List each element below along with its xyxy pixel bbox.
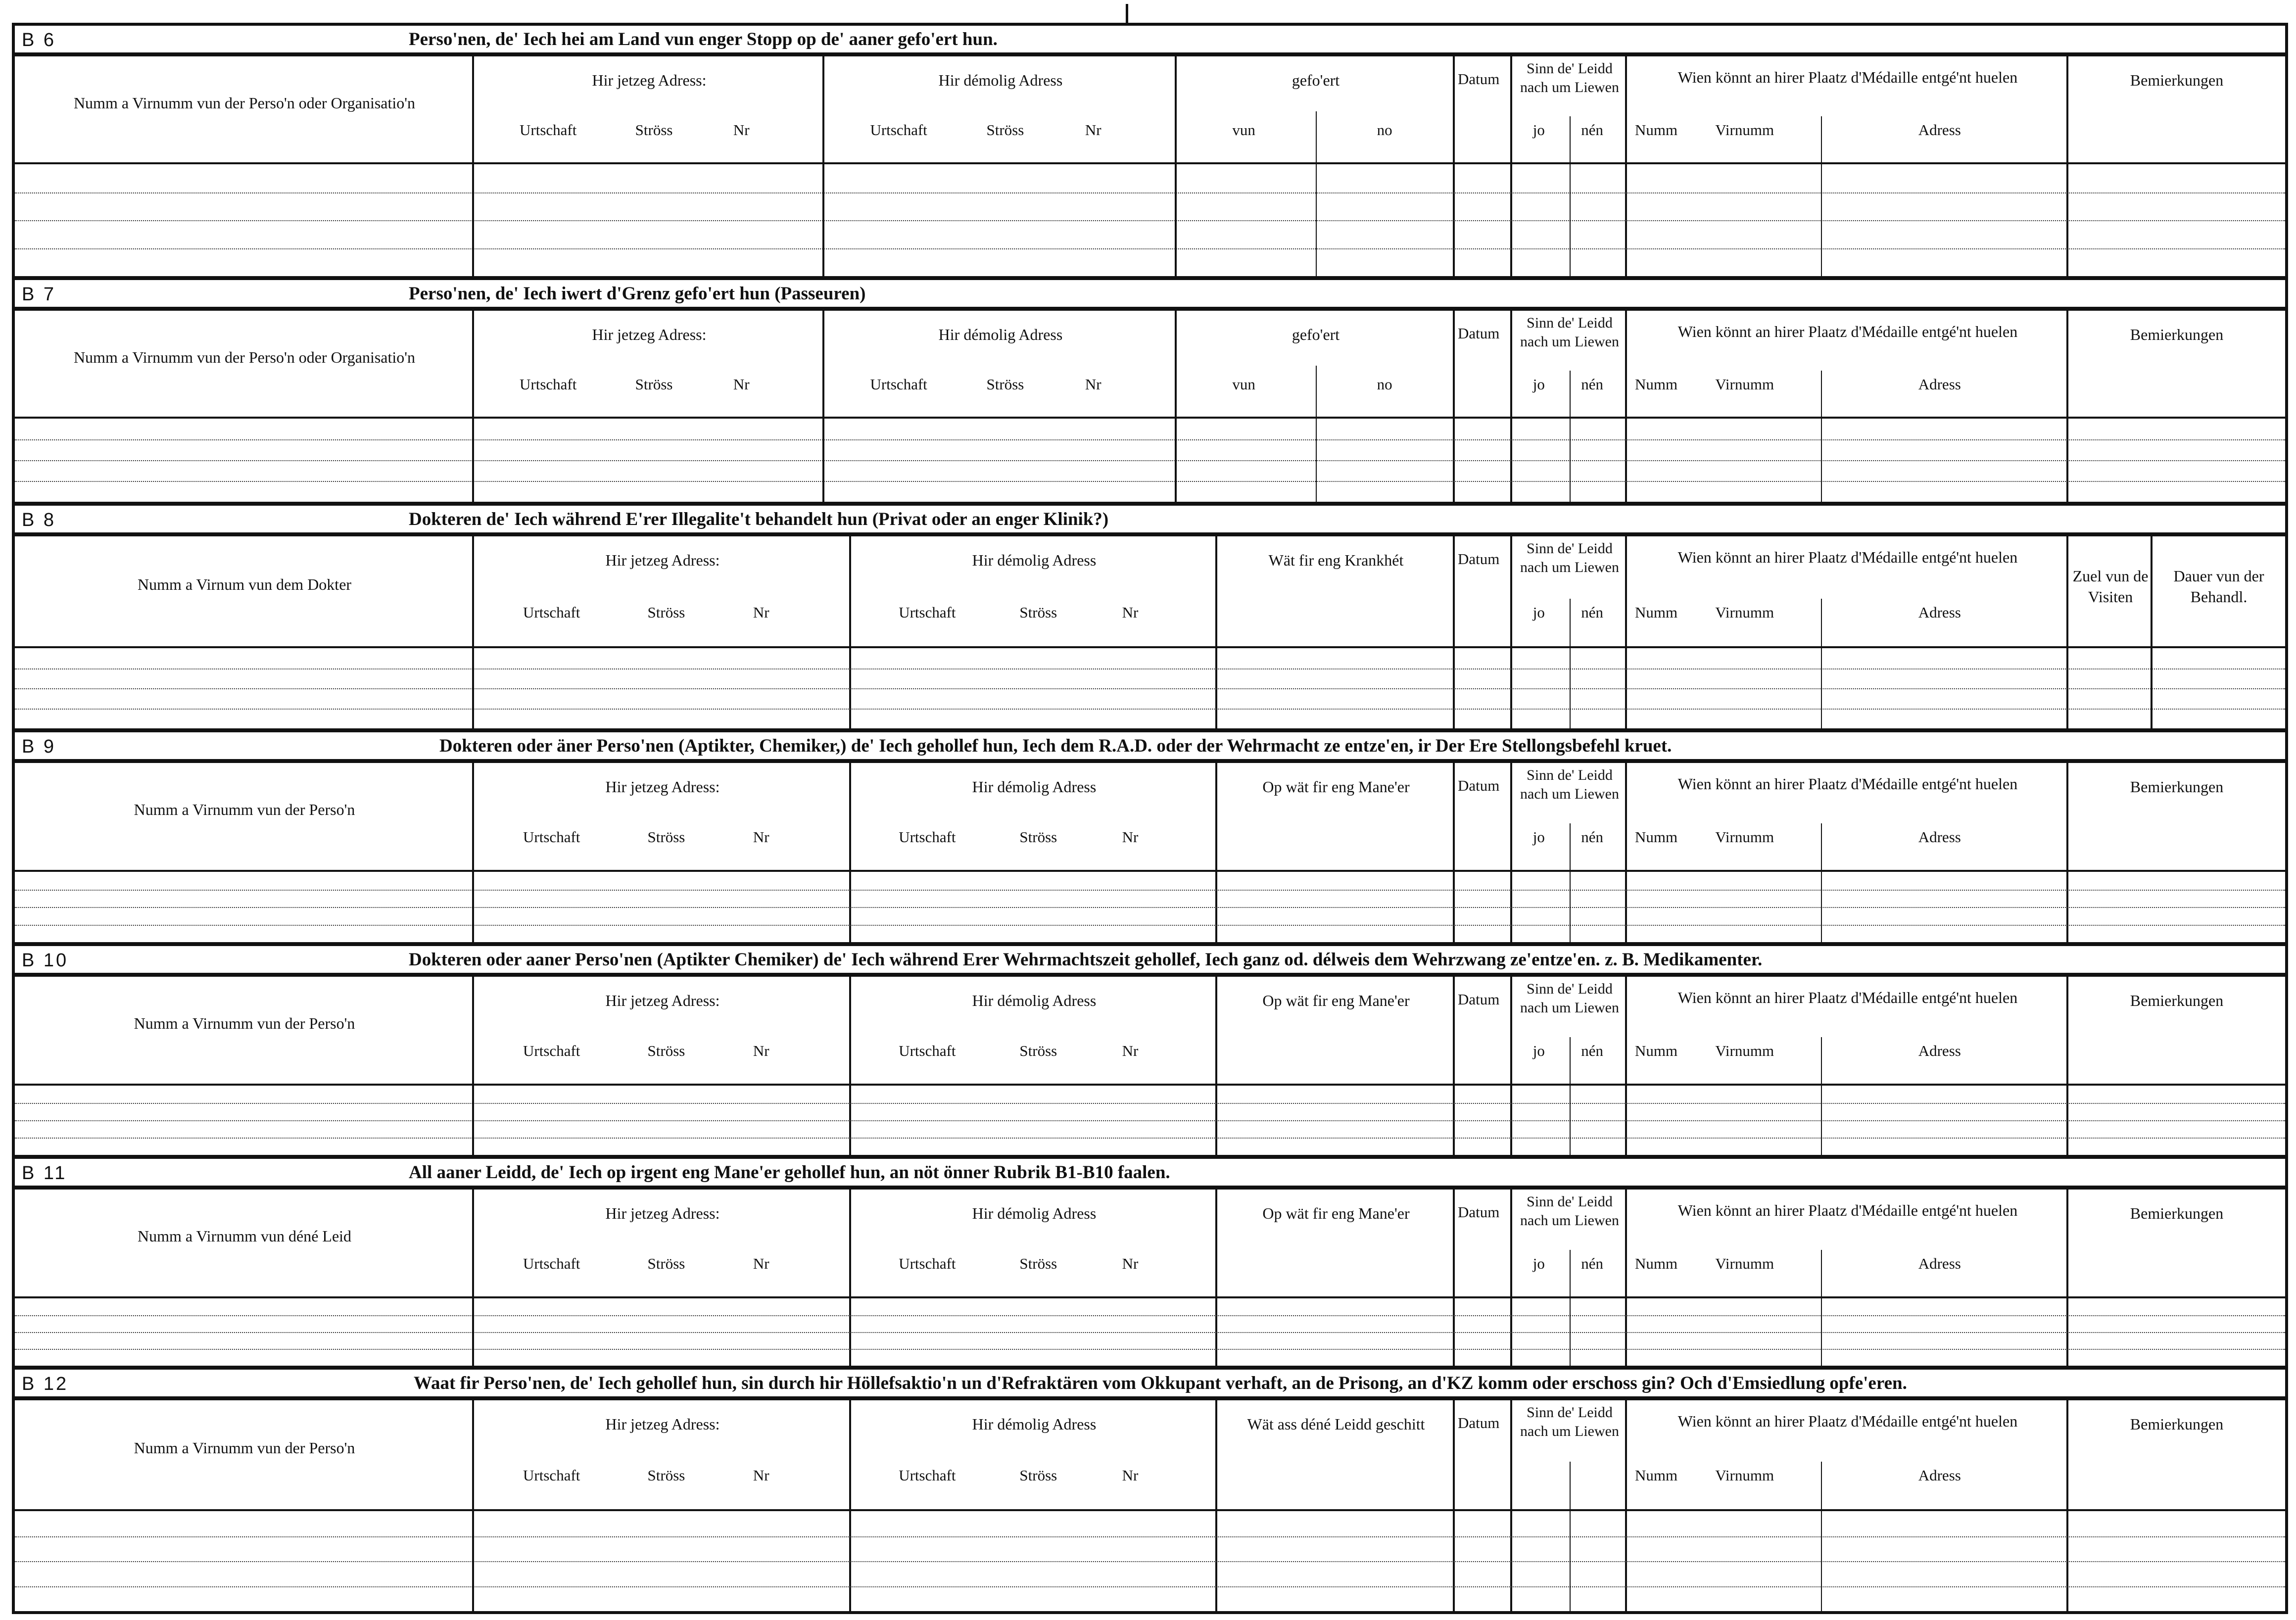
medal-firstname-label: Virnumm xyxy=(1715,121,1774,139)
medal-address-label: Adress xyxy=(1918,1255,1961,1272)
sub-town: Urtschaft xyxy=(870,376,927,393)
yes-no-divider xyxy=(1570,116,1571,162)
column-header-row xyxy=(15,763,2285,872)
medal-firstname-label: Virnumm xyxy=(1715,1042,1774,1059)
name-column-header: Numm a Virnumm vun déné Leid xyxy=(137,1227,352,1245)
medal-name-label: Numm xyxy=(1635,1042,1678,1059)
section-b9 xyxy=(15,732,2285,946)
sub-nr: Nr xyxy=(753,604,769,621)
yes-label: jo xyxy=(1532,376,1545,393)
current-address-header: Hir jetzeg Adress: xyxy=(605,1415,720,1433)
section-code: B 6 xyxy=(22,30,56,50)
entry-line[interactable] xyxy=(15,925,2285,926)
medal-firstname-label: Virnumm xyxy=(1715,604,1774,621)
middle-column-header: gefo'ert xyxy=(1292,71,1340,89)
sub-town: Urtschaft xyxy=(899,1042,956,1059)
middle-column-header: Wät fir eng Krankhét xyxy=(1268,551,1404,569)
sub-town: Urtschaft xyxy=(523,828,580,846)
section-title: Dokteren oder aaner Perso'nen (Aptikter Chemiker) de' Iech während Erer Wehrmachtszeit gehollef, Iech ganz od. délweis dem Wehrzwang ze'entze'en. z. B. Medikamenter. xyxy=(409,950,1763,970)
sub-street: Ströss xyxy=(1019,1255,1057,1272)
entry-line[interactable] xyxy=(15,1536,2285,1537)
medal-header: Wien könnt an hirer Plaatz d'Médaille entgé'nt huelen xyxy=(1677,323,2018,340)
medal-name-label: Numm xyxy=(1635,1467,1678,1484)
section-code: B 10 xyxy=(22,950,69,971)
old-address-header: Hir démolig Adress xyxy=(972,1204,1097,1222)
name-column-header: Numm a Virnumm vun der Perso'n oder Organisatio'n xyxy=(73,348,416,366)
sub-street: Ströss xyxy=(986,121,1024,139)
date-header: Datum xyxy=(1458,991,1500,1008)
old-address-header: Hir démolig Adress xyxy=(938,326,1063,343)
entry-line[interactable] xyxy=(15,688,2285,689)
alive-header: Sinn de' Leidd nach um Liewen xyxy=(1520,315,1619,350)
old-address-header: Hir démolig Adress xyxy=(972,992,1097,1009)
sub-nr: Nr xyxy=(1122,1042,1139,1059)
from-to-divider xyxy=(1316,366,1317,417)
section-header xyxy=(15,280,2285,311)
alive-header: Sinn de' Leidd nach um Liewen xyxy=(1520,60,1619,95)
sub-street: Ströss xyxy=(986,376,1024,393)
sub-town: Urtschaft xyxy=(870,121,927,139)
no-label: nén xyxy=(1581,1042,1603,1059)
medal-name-label: Numm xyxy=(1635,376,1678,393)
entry-line[interactable] xyxy=(15,1103,2285,1104)
medal-header: Wien könnt an hirer Plaatz d'Médaille entgé'nt huelen xyxy=(1677,1201,2018,1219)
sub-street: Ströss xyxy=(1019,604,1057,621)
sub-street: Ströss xyxy=(647,1042,685,1059)
medal-header: Wien könnt an hirer Plaatz d'Médaille entgé'nt huelen xyxy=(1677,775,2018,793)
column-header-row xyxy=(15,1190,2285,1298)
current-address-header: Hir jetzeg Adress: xyxy=(592,326,707,343)
entry-rows[interactable] xyxy=(15,872,2285,942)
no-label: nén xyxy=(1581,604,1603,621)
entry-line[interactable] xyxy=(15,460,2285,461)
section-b11 xyxy=(15,1159,2285,1370)
section-header xyxy=(15,946,2285,977)
entry-line[interactable] xyxy=(15,1138,2285,1139)
medal-divider xyxy=(1821,116,1822,162)
sub-street: Ströss xyxy=(647,604,685,621)
yes-no-divider xyxy=(1570,1037,1571,1084)
section-code: B 12 xyxy=(22,1374,69,1394)
no-label: nén xyxy=(1581,828,1603,846)
sub-town: Urtschaft xyxy=(899,1467,956,1484)
date-header: Datum xyxy=(1458,550,1500,568)
no-label: nén xyxy=(1581,376,1603,393)
sub-street: Ströss xyxy=(1019,828,1057,846)
medal-divider xyxy=(1821,1037,1822,1084)
entry-line[interactable] xyxy=(15,481,2285,482)
sub-nr: Nr xyxy=(1122,1255,1139,1272)
section-code: B 9 xyxy=(22,736,56,757)
column-header-row xyxy=(15,977,2285,1086)
entry-rows[interactable] xyxy=(15,1511,2285,1611)
current-address-header: Hir jetzeg Adress: xyxy=(605,551,720,569)
medal-header: Wien könnt an hirer Plaatz d'Médaille entgé'nt huelen xyxy=(1677,989,2018,1006)
section-code: B 8 xyxy=(22,510,56,530)
entry-rows[interactable] xyxy=(15,1086,2285,1155)
yes-no-divider xyxy=(1570,1462,1571,1509)
current-address-header: Hir jetzeg Adress: xyxy=(605,992,720,1009)
medal-address-label: Adress xyxy=(1918,121,1961,139)
entry-line[interactable] xyxy=(15,192,2285,193)
section-title: Dokteren de' Iech während E'rer Illegalite't behandelt hun (Privat oder an enger Klinik?) xyxy=(409,509,1109,529)
yes-label: jo xyxy=(1532,1255,1545,1272)
name-column-header: Numm a Virnumm vun der Perso'n xyxy=(134,801,355,818)
column-header-row xyxy=(15,1400,2285,1511)
sub-town: Urtschaft xyxy=(899,828,956,846)
current-address-header: Hir jetzeg Adress: xyxy=(605,778,720,796)
medal-address-label: Adress xyxy=(1918,828,1961,846)
medal-address-label: Adress xyxy=(1918,1467,1961,1484)
medal-header: Wien könnt an hirer Plaatz d'Médaille entgé'nt huelen xyxy=(1677,1412,2018,1430)
entry-line[interactable] xyxy=(15,1561,2285,1562)
entry-line[interactable] xyxy=(15,668,2285,669)
no-label: nén xyxy=(1581,1255,1603,1272)
section-header xyxy=(15,732,2285,763)
yes-label: jo xyxy=(1532,604,1545,621)
remarks-header: Bemierkungen xyxy=(2130,778,2224,796)
yes-label: jo xyxy=(1532,121,1545,139)
medal-divider xyxy=(1821,823,1822,870)
sub-street: Ströss xyxy=(635,121,673,139)
sub-nr: Nr xyxy=(1122,828,1139,846)
sub-nr: Nr xyxy=(1085,121,1101,139)
sub-nr: Nr xyxy=(753,1255,769,1272)
sub-street: Ströss xyxy=(635,376,673,393)
alive-header: Sinn de' Leidd nach um Liewen xyxy=(1520,981,1619,1016)
section-b7 xyxy=(15,280,2285,506)
from-label: vun xyxy=(1232,376,1255,393)
entry-line[interactable] xyxy=(15,248,2285,249)
current-address-header: Hir jetzeg Adress: xyxy=(605,1204,720,1222)
alive-header: Sinn de' Leidd nach um Liewen xyxy=(1520,1193,1619,1229)
medal-divider xyxy=(1821,1250,1822,1296)
section-title: All aaner Leidd, de' Iech op irgent eng Mane'er gehollef hun, an nöt önner Rubrik B1-B10 faalen. xyxy=(409,1162,1170,1183)
date-header: Datum xyxy=(1458,777,1500,794)
section-header xyxy=(15,26,2285,56)
medal-header: Wien könnt an hirer Plaatz d'Médaille entgé'nt huelen xyxy=(1677,68,2018,86)
old-address-header: Hir démolig Adress xyxy=(938,71,1063,89)
section-title: Waat fir Perso'nen, de' Iech gehollef hun, sin durch hir Höllefsaktio'n un d'Refraktären vom Okkupant verhaft, an de Prisong, an d'KZ komm oder erschoss gin? Och d'Emsiedlung opfe'eren. xyxy=(414,1373,1907,1393)
to-label: no xyxy=(1377,121,1392,139)
yes-no-divider xyxy=(1570,599,1571,646)
entry-line[interactable] xyxy=(15,1120,2285,1121)
middle-column-header: gefo'ert xyxy=(1292,326,1340,343)
column-header-row xyxy=(15,311,2285,419)
sub-nr: Nr xyxy=(1085,376,1101,393)
entry-line[interactable] xyxy=(15,890,2285,891)
name-column-header: Numm a Virnumm vun der Perso'n xyxy=(134,1014,355,1032)
alive-header: Sinn de' Leidd nach um Liewen xyxy=(1520,1404,1619,1439)
sub-town: Urtschaft xyxy=(523,1042,580,1059)
entry-rows[interactable] xyxy=(15,164,2285,276)
sub-town: Urtschaft xyxy=(523,1255,580,1272)
medal-name-label: Numm xyxy=(1635,1255,1678,1272)
middle-column-header: Op wät fir eng Mane'er xyxy=(1262,992,1410,1009)
alive-header: Sinn de' Leidd nach um Liewen xyxy=(1520,540,1619,575)
section-header xyxy=(15,1159,2285,1190)
name-column-header: Numm a Virnum vun dem Dokter xyxy=(137,575,352,593)
old-address-header: Hir démolig Adress xyxy=(972,1415,1097,1433)
entry-line[interactable] xyxy=(15,220,2285,221)
date-header: Datum xyxy=(1458,1203,1500,1221)
sub-town: Urtschaft xyxy=(523,1467,580,1484)
medal-divider xyxy=(1821,599,1822,646)
from-label: vun xyxy=(1232,121,1255,139)
section-b8 xyxy=(15,506,2285,732)
sub-street: Ströss xyxy=(647,828,685,846)
entry-rows[interactable] xyxy=(15,419,2285,502)
middle-column-header: Op wät fir eng Mane'er xyxy=(1262,1204,1410,1222)
sub-town: Urtschaft xyxy=(523,604,580,621)
date-header: Datum xyxy=(1458,325,1500,342)
remarks-header: Bemierkungen xyxy=(2130,71,2224,89)
section-title: Dokteren oder äner Perso'nen (Aptikter, Chemiker,) de' Iech gehollef hun, Iech dem R.A.D. oder der Wehrmacht ze entze'en, ir Der Ere Stellongsbefehl kruet. xyxy=(439,736,1672,756)
column-header-row xyxy=(15,536,2285,648)
section-title: Perso'nen, de' Iech iwert d'Grenz gefo'ert hun (Passeuren) xyxy=(409,284,866,304)
sub-town: Urtschaft xyxy=(899,1255,956,1272)
entry-rows[interactable] xyxy=(15,648,2285,728)
date-header: Datum xyxy=(1458,1414,1500,1431)
duration-header: Dauer vun der Behandl. xyxy=(2173,567,2264,606)
medal-address-label: Adress xyxy=(1918,604,1961,621)
sub-nr: Nr xyxy=(1122,1467,1139,1484)
medal-firstname-label: Virnumm xyxy=(1715,376,1774,393)
to-label: no xyxy=(1377,376,1392,393)
sub-town: Urtschaft xyxy=(899,604,956,621)
section-header xyxy=(15,1370,2285,1400)
medal-firstname-label: Virnumm xyxy=(1715,1467,1774,1484)
sub-nr: Nr xyxy=(753,1467,769,1484)
entry-line[interactable] xyxy=(15,439,2285,440)
section-b12 xyxy=(15,1370,2285,1611)
name-column-header: Numm a Virnumm vun der Perso'n oder Organisatio'n xyxy=(73,94,416,112)
sub-street: Ströss xyxy=(1019,1467,1057,1484)
remarks-header: Bemierkungen xyxy=(2130,326,2224,343)
sub-town: Urtschaft xyxy=(520,121,577,139)
column-header-row xyxy=(15,56,2285,164)
sub-town: Urtschaft xyxy=(520,376,577,393)
medal-firstname-label: Virnumm xyxy=(1715,828,1774,846)
no-label: nén xyxy=(1581,121,1603,139)
medal-header: Wien könnt an hirer Plaatz d'Médaille entgé'nt huelen xyxy=(1677,548,2018,566)
yes-no-divider xyxy=(1570,1250,1571,1296)
current-address-header: Hir jetzeg Adress: xyxy=(592,71,707,89)
old-address-header: Hir démolig Adress xyxy=(972,778,1097,796)
alive-header: Sinn de' Leidd nach um Liewen xyxy=(1520,767,1619,802)
section-b10 xyxy=(15,946,2285,1159)
entry-line[interactable] xyxy=(15,1315,2285,1316)
section-title: Perso'nen, de' Iech hei am Land vun enger Stopp op de' aaner gefo'ert hun. xyxy=(409,29,998,49)
sub-nr: Nr xyxy=(753,828,769,846)
form-sheet xyxy=(12,23,2288,1614)
medal-name-label: Numm xyxy=(1635,828,1678,846)
from-to-divider xyxy=(1316,111,1317,162)
yes-label: jo xyxy=(1532,828,1545,846)
entry-line[interactable] xyxy=(15,1586,2285,1587)
section-b6 xyxy=(15,26,2285,280)
remarks-header: Bemierkungen xyxy=(2130,1415,2224,1433)
name-column-header: Numm a Virnumm vun der Perso'n xyxy=(134,1439,355,1457)
sub-nr: Nr xyxy=(733,121,750,139)
yes-label: jo xyxy=(1532,1042,1545,1059)
entry-line[interactable] xyxy=(15,1332,2285,1333)
sub-street: Ströss xyxy=(647,1467,685,1484)
medal-name-label: Numm xyxy=(1635,121,1678,139)
yes-no-divider xyxy=(1570,371,1571,417)
section-code: B 11 xyxy=(22,1163,67,1184)
medal-address-label: Adress xyxy=(1918,1042,1961,1059)
entry-line[interactable] xyxy=(15,907,2285,908)
old-address-header: Hir démolig Adress xyxy=(972,551,1097,569)
medal-address-label: Adress xyxy=(1918,376,1961,393)
medal-name-label: Numm xyxy=(1635,604,1678,621)
sub-street: Ströss xyxy=(1019,1042,1057,1059)
medal-divider xyxy=(1821,371,1822,417)
entry-line[interactable] xyxy=(15,1349,2285,1350)
visits-header: Zuel vun de Visiten xyxy=(2072,567,2149,606)
sub-street: Ströss xyxy=(647,1255,685,1272)
section-code: B 7 xyxy=(22,284,56,305)
middle-column-header: Wät ass déné Leidd geschitt xyxy=(1247,1415,1425,1433)
entry-line[interactable] xyxy=(15,709,2285,710)
section-header xyxy=(15,506,2285,536)
medal-firstname-label: Virnumm xyxy=(1715,1255,1774,1272)
sub-nr: Nr xyxy=(1122,604,1139,621)
remarks-header: Bemierkungen xyxy=(2130,1204,2224,1222)
medal-divider xyxy=(1821,1462,1822,1509)
sub-nr: Nr xyxy=(733,376,750,393)
middle-column-header: Op wät fir eng Mane'er xyxy=(1262,778,1410,796)
sub-nr: Nr xyxy=(753,1042,769,1059)
remarks-header: Bemierkungen xyxy=(2130,992,2224,1009)
entry-rows[interactable] xyxy=(15,1298,2285,1366)
date-header: Datum xyxy=(1458,70,1500,88)
yes-no-divider xyxy=(1570,823,1571,870)
